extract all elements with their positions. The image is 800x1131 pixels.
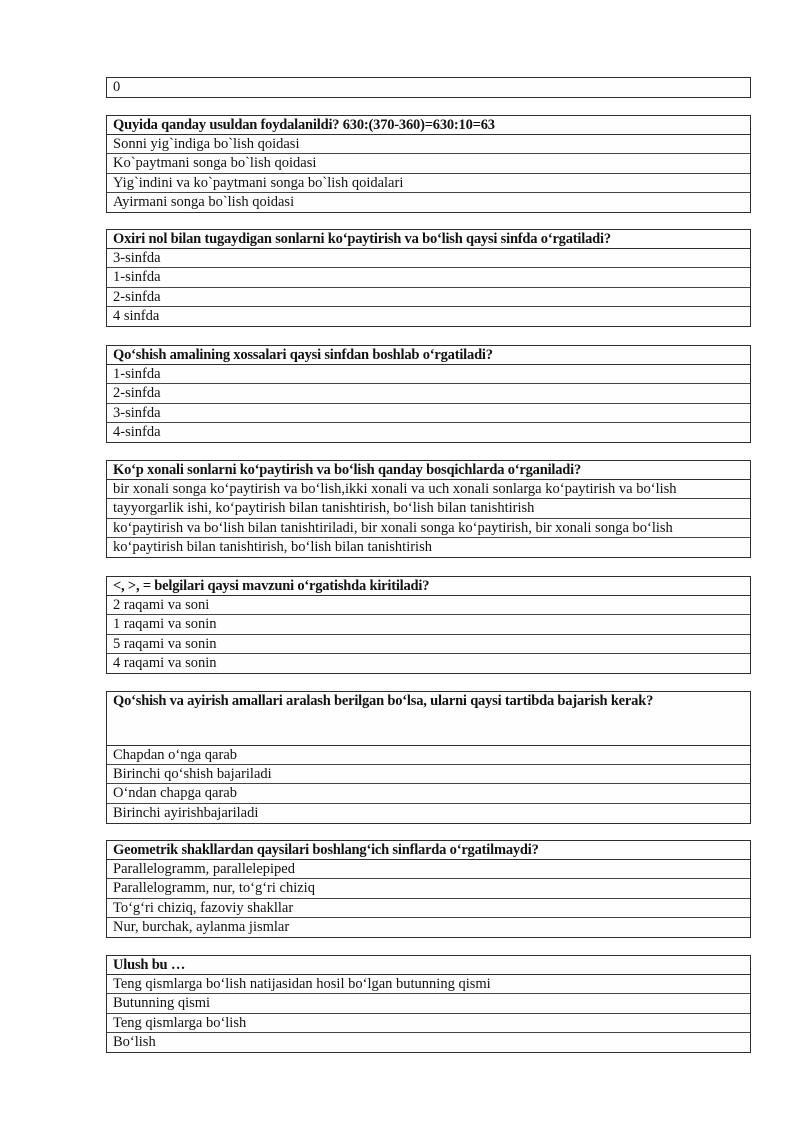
answer-option: 2-sinfda	[107, 288, 750, 307]
answer-option: 1-sinfda	[107, 365, 750, 384]
answer-option: 2 raqami va soni	[107, 596, 750, 615]
answer-option: koʻpaytirish bilan tanishtirish, boʻlish bilan tanishtirish	[113, 538, 432, 555]
question-header: Koʻp xonali sonlarni koʻpaytirish va boʻlish qanday bosqichlarda oʻrganiladi?	[107, 461, 750, 480]
answer-option: 3-sinfda	[107, 404, 750, 423]
answer-option: Sonni yig`indiga bo`lish qoidasi	[107, 135, 750, 154]
score-value: 0	[113, 79, 121, 95]
question-table-6	[106, 691, 751, 824]
question-header: Oxiri nol bilan tugaydigan sonlarni koʻpaytirish va boʻlish qaysi sinfda oʻrgatiladi?	[107, 230, 750, 249]
answer-option: 4 raqami va sonin	[113, 654, 217, 671]
answer-option: Nur, burchak, aylanma jismlar	[113, 918, 290, 935]
question-header: Quyida qanday usuldan foydalanildi? 630:(370-360)=630:10=63	[107, 116, 750, 135]
question-table-5	[106, 576, 751, 674]
answer-option: Parallelogramm, parallelepiped	[107, 860, 750, 879]
answer-option: Yig`indini va ko`paytmani songa bo`lish qoidalari	[107, 174, 750, 193]
answer-option: Butunning qismi	[107, 994, 750, 1013]
question-table-1	[106, 115, 751, 213]
answer-option: 3-sinfda	[107, 249, 750, 268]
answer-option: 4-sinfda	[113, 423, 161, 440]
answer-option: 2-sinfda	[107, 384, 750, 403]
answer-option: Boʻlish	[113, 1033, 156, 1050]
answer-option: 1-sinfda	[107, 268, 750, 287]
answer-option: koʻpaytirish va boʻlish bilan tanishtiriladi, bir xonali songa koʻpaytirish, bir xonali songa boʻlish	[107, 519, 750, 538]
question-table-4	[106, 460, 751, 558]
answer-option: 1 raqami va sonin	[107, 615, 750, 634]
answer-option: bir xonali songa koʻpaytirish va boʻlish,ikki xonali va uch xonali sonlarga koʻpaytirish va boʻlish	[107, 480, 750, 499]
answer-option: Ayirmani songa bo`lish qoidasi	[113, 193, 295, 210]
answer-option: Ko`paytmani songa bo`lish qoidasi	[107, 154, 750, 173]
answer-option: Teng qismlarga boʻlish natijasidan hosil boʻlgan butunning qismi	[107, 975, 750, 994]
question-header: Qoʻshish va ayirish amallari aralash berilgan boʻlsa, ularni qaysi tartibda bajarish kerak?	[107, 692, 750, 746]
question-header: Geometrik shakllardan qaysilari boshlangʻich sinflarda oʻrgatilmaydi?	[107, 841, 750, 860]
answer-option: 4 sinfda	[113, 307, 160, 324]
answer-option: tayyorgarlik ishi, koʻpaytirish bilan tanishtirish, boʻlish bilan tanishtirish	[107, 499, 750, 518]
answer-option: 5 raqami va sonin	[107, 635, 750, 654]
question-table-2	[106, 229, 751, 327]
answer-option: Birinchi qoʻshish bajariladi	[107, 765, 750, 784]
answer-option: Parallelogramm, nur, toʻgʻri chiziq	[107, 879, 750, 898]
answer-option: Toʻgʻri chiziq, fazoviy shakllar	[107, 899, 750, 918]
answer-option: Chapdan oʻnga qarab	[107, 746, 750, 765]
question-header: Qoʻshish amalining xossalari qaysi sinfdan boshlab oʻrgatiladi?	[107, 346, 750, 365]
question-table-8	[106, 955, 751, 1053]
answer-option: Teng qismlarga boʻlish	[107, 1014, 750, 1033]
answer-option: Oʻndan chapga qarab	[107, 784, 750, 803]
question-table-3	[106, 345, 751, 443]
question-header: Ulush bu …	[107, 956, 750, 975]
question-table-7	[106, 840, 751, 938]
score-box	[106, 77, 751, 98]
answer-option: Birinchi ayirishbajariladi	[113, 804, 259, 821]
question-header: <, >, = belgilari qaysi mavzuni oʻrgatishda kiritiladi?	[107, 577, 750, 596]
